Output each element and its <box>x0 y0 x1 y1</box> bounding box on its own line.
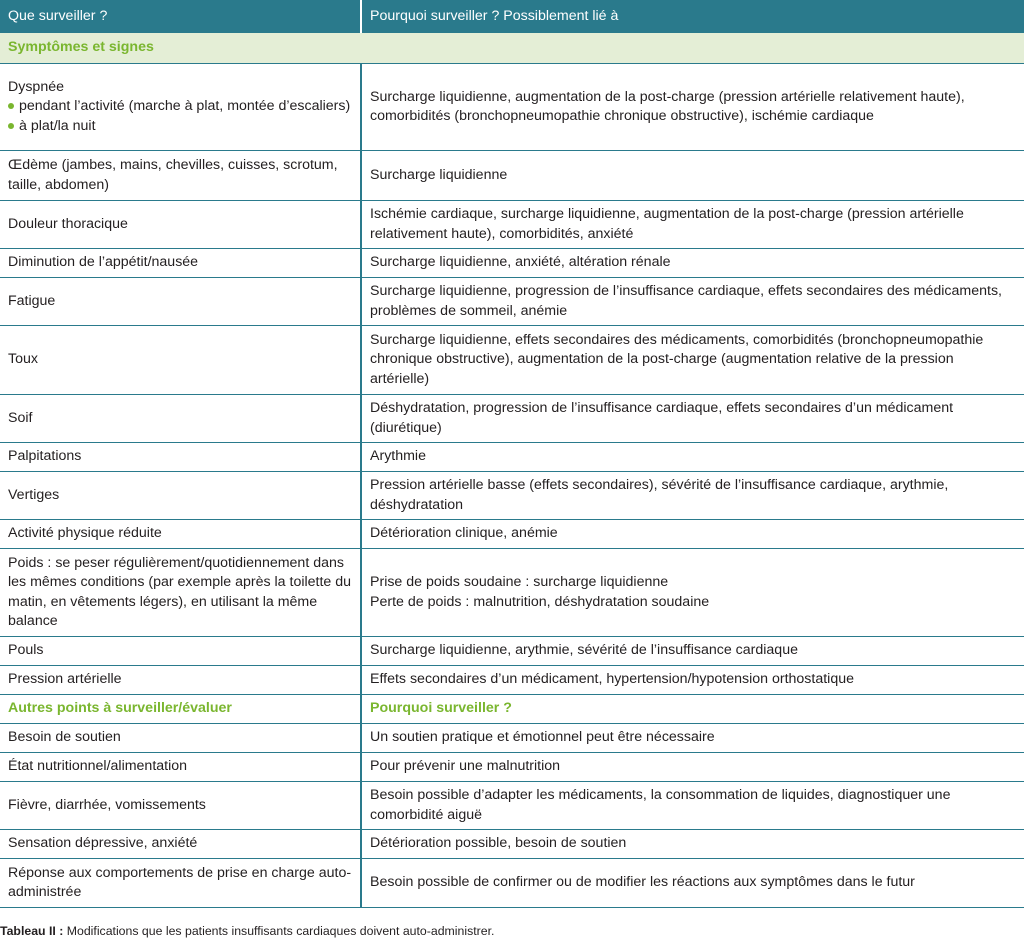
row-label <box>0 63 361 150</box>
row-reason: Besoin possible d’adapter les médicaments, la consommation de liquides, diagnostiquer une comorbidité aiguë <box>361 781 1024 829</box>
table-row <box>0 636 1024 665</box>
bullet-icon <box>8 123 14 129</box>
row-label: Douleur thoracique <box>0 200 361 248</box>
row-label: Œdème (jambes, mains, chevilles, cuisses, scrotum, taille, abdomen) <box>0 150 361 200</box>
table-row <box>0 325 1024 394</box>
section-symptoms-title: Symptômes et signes <box>0 32 1024 63</box>
table-row <box>0 150 1024 200</box>
table-row <box>0 858 1024 907</box>
reason-line: Perte de poids : malnutrition, déshydratation soudaine <box>370 593 710 610</box>
header-why-monitor: Pourquoi surveiller ? Possiblement lié à <box>361 0 1024 32</box>
row-label: Besoin de soutien <box>0 723 361 752</box>
table-row <box>0 829 1024 858</box>
table-row <box>0 442 1024 471</box>
header-what-to-monitor: Que surveiller ? <box>0 0 361 32</box>
row-label: Fièvre, diarrhée, vomissements <box>0 781 361 829</box>
row-reason: Surcharge liquidienne, anxiété, altération rénale <box>361 248 1024 277</box>
row-reason: Effets secondaires d’un médicament, hypertension/hypotension orthostatique <box>361 665 1024 694</box>
row-reason: Pour prévenir une malnutrition <box>361 752 1024 781</box>
row-label: Réponse aux comportements de prise en charge auto-administrée <box>0 858 361 907</box>
row-label: Poids : se peser régulièrement/quotidiennement dans les mêmes conditions (par exemple après la toilette du matin, en vêtements légers), en utilisant la même balance <box>0 548 361 636</box>
table-row <box>0 394 1024 442</box>
row-label: Activité physique réduite <box>0 519 361 548</box>
reason-line: Prise de poids soudaine : surcharge liquidienne <box>370 574 669 590</box>
row-reason: Surcharge liquidienne, arythmie, sévérité de l’insuffisance cardiaque <box>361 636 1024 665</box>
bullet-item: à plat/la nuit <box>8 117 352 137</box>
section-other-header <box>0 694 1024 723</box>
row-label: État nutritionnel/alimentation <box>0 752 361 781</box>
table-row <box>0 723 1024 752</box>
table-row <box>0 248 1024 277</box>
row-label: Pouls <box>0 636 361 665</box>
table-row <box>0 200 1024 248</box>
section-other-why-title: Pourquoi surveiller ? <box>361 694 1024 723</box>
row-label: Toux <box>0 325 361 394</box>
table-row <box>0 548 1024 636</box>
row-reason: Surcharge liquidienne <box>361 150 1024 200</box>
row-label: Vertiges <box>0 471 361 519</box>
row-reason: Détérioration possible, besoin de soutien <box>361 829 1024 858</box>
row-label: Pression artérielle <box>0 665 361 694</box>
row-reason: Un soutien pratique et émotionnel peut être nécessaire <box>361 723 1024 752</box>
row-reason <box>361 548 1024 636</box>
row-reason: Déshydratation, progression de l’insuffisance cardiaque, effets secondaires d’un médicament (diurétique) <box>361 394 1024 442</box>
table-header-row <box>0 0 1024 32</box>
section-symptoms-header <box>0 32 1024 63</box>
caption-text: Modifications que les patients insuffisants cardiaques doivent auto-administrer. <box>63 924 495 938</box>
row-reason: Surcharge liquidienne, effets secondaires des médicaments, comorbidités (bronchopneumopathie chronique obstructive), augmentation de la post-charge (augmentation relative de la pression artérielle) <box>361 325 1024 394</box>
row-label: Palpitations <box>0 442 361 471</box>
row-reason: Arythmie <box>361 442 1024 471</box>
row-label: Fatigue <box>0 277 361 325</box>
table-row <box>0 63 1024 150</box>
table-row <box>0 781 1024 829</box>
bullet-icon <box>8 103 14 109</box>
row-reason: Surcharge liquidienne, progression de l’insuffisance cardiaque, effets secondaires des médicaments, problèmes de sommeil, anémie <box>361 277 1024 325</box>
table-row <box>0 519 1024 548</box>
table-row <box>0 277 1024 325</box>
row-reason: Besoin possible de confirmer ou de modifier les réactions aux symptômes dans le futur <box>361 858 1024 907</box>
table-row <box>0 752 1024 781</box>
row-reason: Détérioration clinique, anémie <box>361 519 1024 548</box>
row-reason: Ischémie cardiaque, surcharge liquidienne, augmentation de la post-charge (pression artérielle relativement haute), comorbidités, anxiété <box>361 200 1024 248</box>
table-row <box>0 471 1024 519</box>
row-reason: Pression artérielle basse (effets secondaires), sévérité de l’insuffisance cardiaque, arythmie, déshydratation <box>361 471 1024 519</box>
table-row <box>0 665 1024 694</box>
table-caption <box>0 924 494 938</box>
section-other-title: Autres points à surveiller/évaluer <box>0 694 361 723</box>
row-label: Soif <box>0 394 361 442</box>
row-label: Sensation dépressive, anxiété <box>0 829 361 858</box>
bullet-item: pendant l’activité (marche à plat, montée d’escaliers) <box>8 97 352 117</box>
row-label-text: Dyspnée <box>8 78 64 95</box>
caption-label: Tableau II : <box>0 924 64 938</box>
row-reason: Surcharge liquidienne, augmentation de la post-charge (pression artérielle relativement haute), comorbidités (bronchopneumopathie chronique obstructive), ischémie cardiaque <box>361 63 1024 150</box>
row-label: Diminution de l’appétit/nausée <box>0 248 361 277</box>
